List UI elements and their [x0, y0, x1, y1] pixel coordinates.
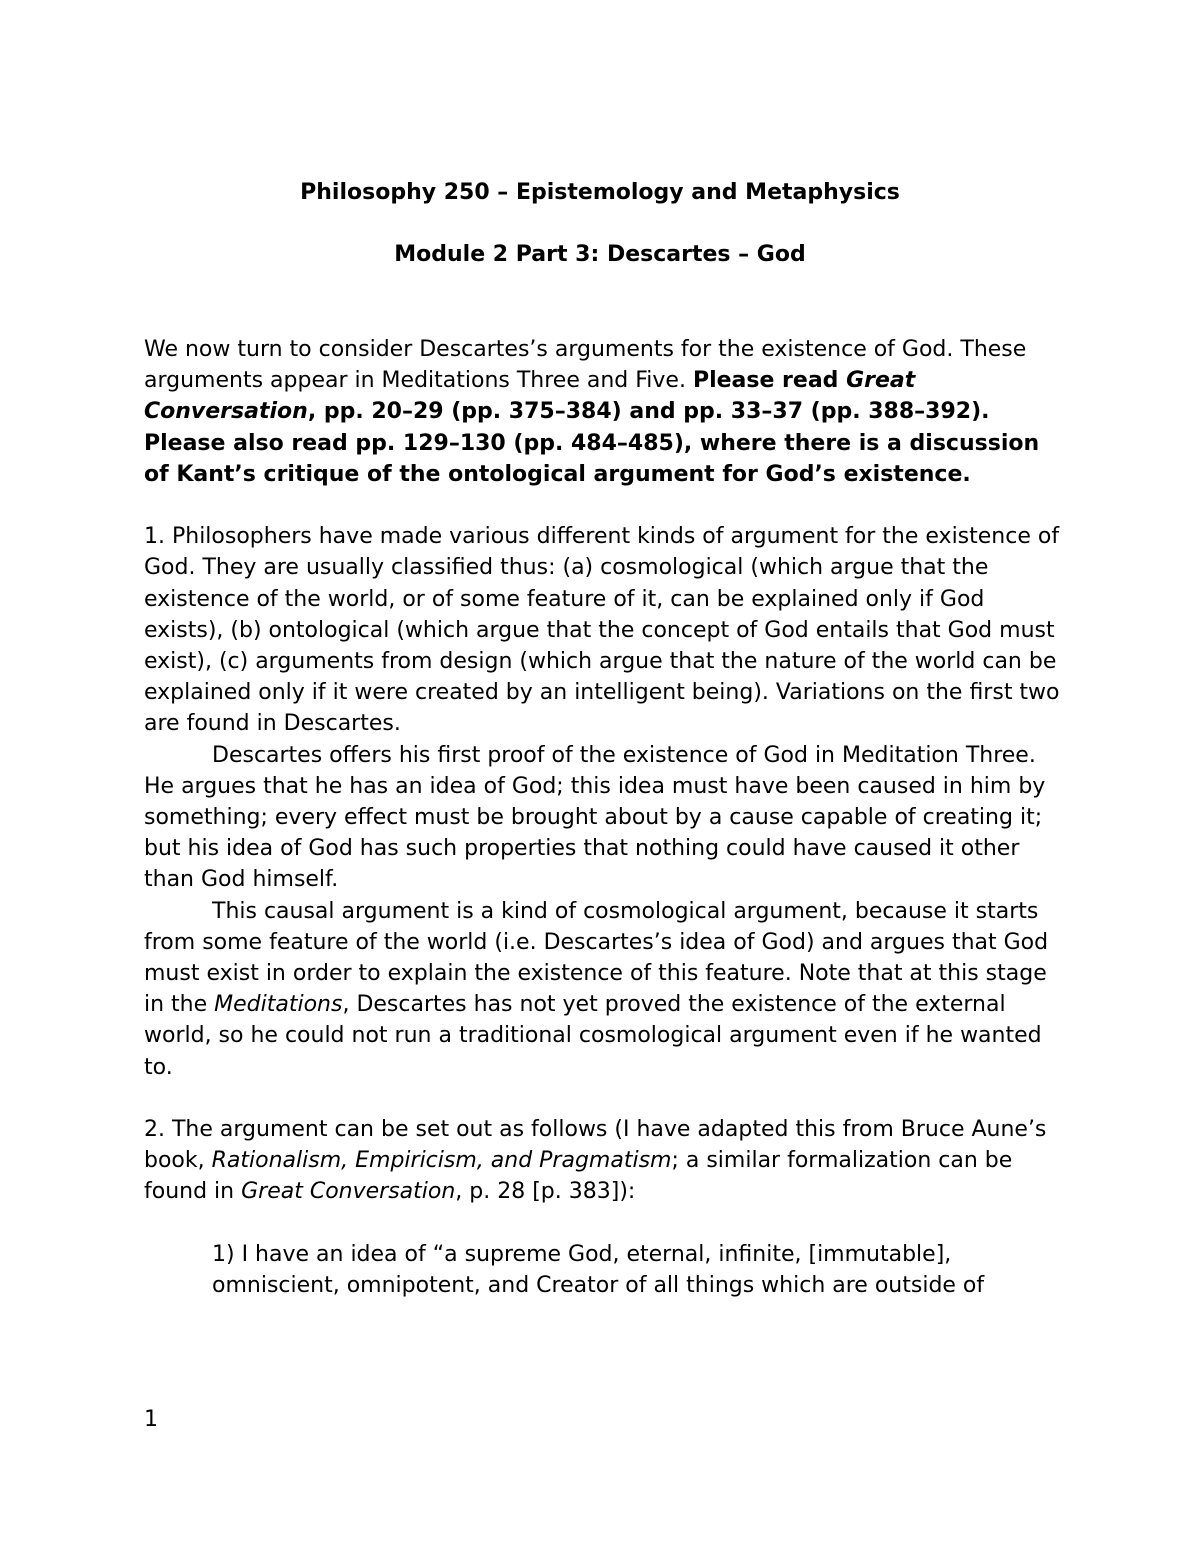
section2-text-b: ; a similar formalization can be found in — [144, 1148, 1013, 1205]
reading-pages: , pp. 20–29 (pp. 375–384) and pp. 33–37 (pp. 388–392). Please also read pp. 129–130 (pp. 484–485), where there is a discussion of Kant’s critique of the ontological argument for God’s existence. — [144, 399, 1040, 487]
page-number: 1 — [144, 1407, 158, 1432]
paragraph-gap — [144, 490, 1069, 521]
section2-text-c: , p. 28 [p. 383]): — [455, 1179, 636, 1205]
section1-paragraph: 1. Philosophers have made various different kinds of argument for the existence of God. They are usually classified thus: (a) cosmological (which argue that the existence of the world, or of some feature of it, can be explained only if God exists), (b) ontological (which argue that the concept of God entails that God must exist), (c) arguments from design (which argue that the nature of the world can be explained only if it were created by an intelligent being). Variations on the first two are found in Descartes. — [144, 524, 1060, 737]
section1-text-b: , Descartes has not yet proved the existence of the external world, so he could not run a traditional cosmological argument even if he wanted to. — [144, 992, 1042, 1080]
reading-prefix: Please read — [692, 368, 847, 394]
section1-paragraph-2: Descartes offers his first proof of the existence of God in Meditation Three. He argues that he has an idea of God; this idea must have been caused in him by something; every effect must be brought about by a cause capable of creating it; but his idea of God has such properties that nothing could have caused it other than God himself. — [144, 742, 1046, 893]
document-subtitle: Module 2 Part 3: Descartes – God — [394, 242, 806, 267]
reading-book-title: Great Conversation — [144, 368, 916, 425]
paragraph-gap — [144, 1208, 1069, 1239]
section1-paragraph-3 — [144, 896, 1069, 1083]
section1-text-a: This causal argument is a kind of cosmological argument, because it starts from some feature of the world (i.e. Descartes’s idea of God) and argues that God must exist in order to explain the existence of this feature. Note that at this stage in the — [144, 898, 1049, 1018]
section2-paragraph — [144, 1114, 1069, 1208]
premise-1: 1) I have an idea of “a supreme God, eternal, infinite, [immutable], omniscient, omnipotent, and Creator of all things which are outside of — [212, 1241, 985, 1299]
document-title: Philosophy 250 – Epistemology and Metaphysics — [300, 180, 900, 205]
section2-text-a: 2. The argument can be set out as follows (I have adapted this from Bruce Aune’s book, — [144, 1117, 1047, 1174]
intro-paragraph — [144, 334, 1069, 490]
meditations-title: Meditations — [214, 992, 343, 1018]
great-conversation-title: Great Conversation — [241, 1179, 456, 1205]
document-body — [144, 334, 1069, 1301]
aune-book-title: Rationalism, Empiricism, and Pragmatism — [211, 1148, 672, 1174]
intro-text: We now turn to consider Descartes’s arguments for the existence of God. These arguments appear in Meditations Three and Five. — [144, 337, 1027, 394]
paragraph-gap — [144, 1083, 1069, 1114]
